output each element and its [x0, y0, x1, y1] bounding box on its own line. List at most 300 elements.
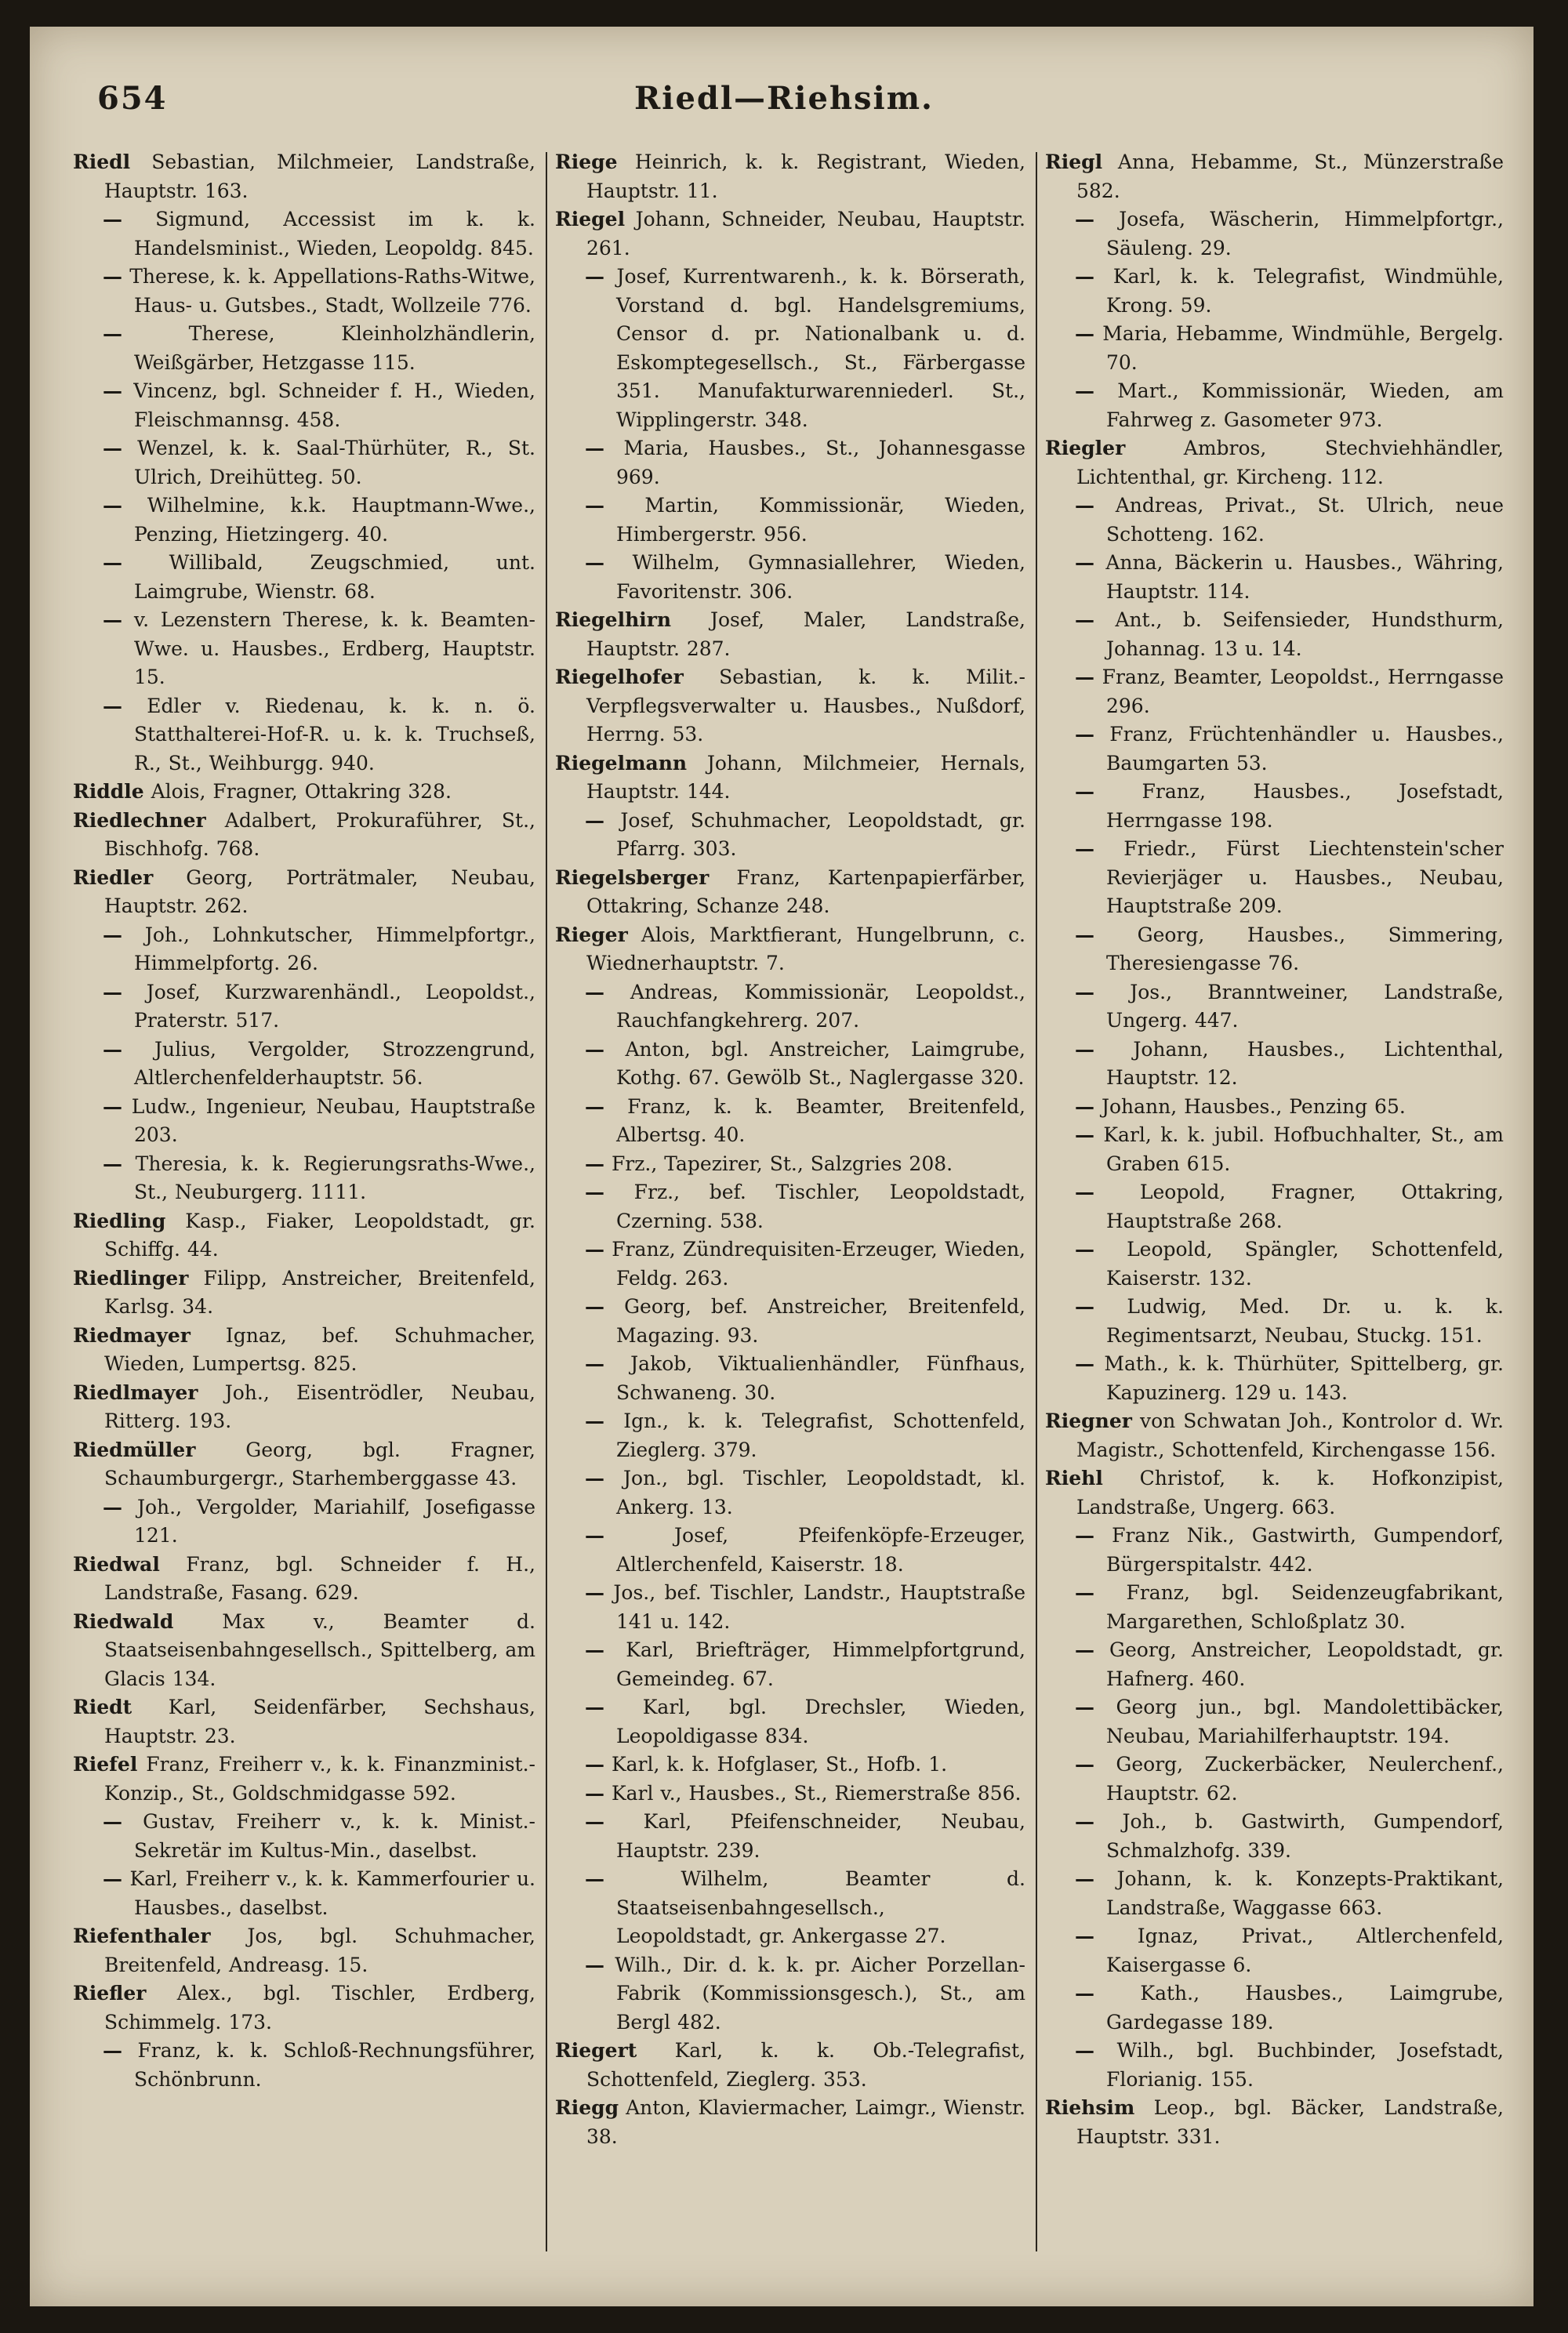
entry-head: —: [1075, 1810, 1094, 1833]
directory-entry: [555, 1808, 1025, 1865]
directory-entry: [1045, 978, 1504, 1036]
entry-head: Riedwald: [73, 1609, 174, 1633]
directory-entry: [73, 549, 535, 606]
directory-entry: [73, 1379, 535, 1436]
entry-head: —: [1075, 1867, 1094, 1890]
directory-entry: [1045, 835, 1504, 921]
entry-head: Riedmüller: [73, 1438, 196, 1461]
entry-text: Josef, Kurzwarenhändl., Leopoldst., Praterstr. 517.: [122, 980, 535, 1032]
entry-head: —: [585, 1696, 604, 1718]
entry-head: Riegelsberger: [555, 865, 710, 889]
entry-head: Riedt: [73, 1696, 132, 1718]
entry-text: Wenzel, k. k. Saal-Thürhüter, R., St. Ulrich, Dreihütteg. 50.: [122, 437, 535, 488]
entry-head: Riedling: [73, 1209, 166, 1232]
entry-text: Josef, Schuhmacher, Leopoldstadt, gr. Pfarrg. 303.: [604, 808, 1025, 860]
directory-entry: [73, 778, 535, 807]
entry-text: Adalbert, Prokuraführer, St., Bischhofg. 768.: [104, 808, 535, 860]
directory-entry: [73, 1207, 535, 1264]
entry-head: —: [1075, 723, 1094, 746]
entry-text: Karl, k. k. Telegrafist, Windmühle, Krong. 59.: [1094, 265, 1504, 317]
directory-entry: [73, 978, 535, 1036]
directory-columns: [30, 148, 1534, 2259]
entry-text: Sebastian, Milchmeier, Landstraße, Hauptstr. 163.: [104, 151, 535, 202]
entry-head: Riegelhofer: [555, 666, 684, 688]
entry-text: Ambros, Stechviehhändler, Lichtenthal, gr. Kircheng. 112.: [1076, 437, 1504, 488]
entry-head: —: [585, 1953, 604, 1976]
entry-text: Franz, Zündrequisiten-Erzeuger, Wieden, Feldg. 263.: [604, 1238, 1025, 1290]
entry-text: Math., k. k. Thürhüter, Spittelberg, gr. Kapuzinerg. 129 u. 143.: [1094, 1352, 1504, 1404]
entry-head: —: [1075, 1094, 1094, 1118]
directory-entry: [73, 692, 535, 778]
entry-text: Franz, bgl. Seidenzeugfabrikant, Margarethen, Schloßplatz 30.: [1094, 1581, 1504, 1633]
directory-entry: [1045, 1636, 1504, 1693]
entry-text: Filipp, Anstreicher, Breitenfeld, Karlsg. 34.: [104, 1266, 535, 1318]
entry-text: Maria, Hebamme, Windmühle, Bergelg. 70.: [1094, 322, 1504, 374]
entry-text: Franz, bgl. Schneider f. H., Landstraße, Fasang. 629.: [104, 1552, 535, 1604]
directory-entry: [1045, 1693, 1504, 1751]
directory-entry: [555, 205, 1025, 263]
directory-entry: [1045, 434, 1504, 492]
entry-head: —: [585, 1238, 604, 1261]
entry-text: Ludwig, Med. Dr. u. k. k. Regimentsarzt, Neubau, Stuckg. 151.: [1094, 1295, 1504, 1347]
directory-entry: [73, 1322, 535, 1379]
entry-text: Anton, bgl. Anstreicher, Laimgrube, Kothg. 67. Gewölb St., Naglergasse 320.: [604, 1037, 1025, 1089]
directory-entry: [1045, 1808, 1504, 1865]
directory-entry: [73, 921, 535, 978]
directory-entry: [1045, 492, 1504, 549]
entry-text: Martin, Kommissionär, Wieden, Himbergerstr. 956.: [604, 494, 1025, 546]
entry-head: —: [1075, 1982, 1094, 2005]
directory-entry: [1045, 606, 1504, 663]
directory-entry: [73, 1436, 535, 1493]
entry-head: —: [103, 379, 122, 402]
directory-entry: [73, 1751, 535, 1808]
entry-text: Anna, Bäckerin u. Hausbes., Währing, Hauptstr. 114.: [1094, 551, 1504, 603]
entry-head: —: [585, 1581, 604, 1604]
directory-entry: [1045, 778, 1504, 835]
entry-text: Karl, k. k. Hofglaser, St., Hofb. 1.: [604, 1753, 948, 1776]
entry-text: Joh., Vergolder, Mariahilf, Josefigasse 121.: [122, 1495, 535, 1547]
directory-entry: [1045, 1922, 1504, 1979]
entry-text: Georg, Porträtmaler, Neubau, Hauptstr. 262.: [104, 865, 535, 917]
entry-text: Georg, bef. Anstreicher, Breitenfeld, Magazing. 93.: [604, 1295, 1025, 1347]
entry-head: —: [1075, 837, 1094, 860]
entry-text: Kath., Hausbes., Laimgrube, Gardegasse 189.: [1094, 1982, 1504, 2034]
directory-entry: [1045, 1522, 1504, 1579]
entry-text: Gustav, Freiherr v., k. k. Minist.-Sekretär im Kultus-Min., daselbst.: [122, 1810, 535, 1862]
entry-head: —: [585, 1781, 604, 1805]
entry-head: —: [585, 1753, 604, 1776]
entry-head: —: [1075, 1638, 1094, 1661]
entry-text: Mart., Kommissionär, Wieden, am Fahrweg z. Gasometer 973.: [1094, 379, 1504, 431]
entry-text: Christof, k. k. Hofkonzipist, Landstraße, Ungerg. 663.: [1076, 1467, 1504, 1518]
entry-text: Vincenz, bgl. Schneider f. H., Wieden, Fleischmannsg. 458.: [122, 379, 535, 431]
entry-text: Therese, Kleinholzhändlerin, Weißgärber, Hetzgasse 115.: [122, 322, 535, 374]
directory-entry: [73, 1264, 535, 1322]
directory-entry: [555, 1178, 1025, 1235]
entry-text: Josef, Kurrentwarenh., k. k. Börserath, Vorstand d. bgl. Handelsgremiums, Censor d. pr. Nationalbank u. d. Eskomptegesellsch., St., Färbergasse 351. Manufakturwarenniederl. St., Wipplingerstr. 348.: [604, 265, 1025, 431]
entry-text: Andreas, Privat., St. Ulrich, neue Schotteng. 162.: [1094, 494, 1504, 546]
column-1: [73, 148, 535, 2259]
directory-entry: [1045, 1751, 1504, 1808]
directory-page: [30, 27, 1534, 2306]
entry-text: Joh., Eisentrödler, Neubau, Ritterg. 193.: [104, 1381, 535, 1432]
directory-entry: [73, 807, 535, 864]
entry-head: —: [585, 1524, 604, 1547]
directory-entry: [1045, 1121, 1504, 1178]
directory-entry: [73, 263, 535, 320]
entry-text: Kasp., Fiaker, Leopoldstadt, gr. Schiffg. 44.: [104, 1209, 535, 1261]
directory-entry: [1045, 663, 1504, 720]
entry-head: Riedlmayer: [73, 1381, 198, 1404]
entry-text: Sigmund, Accessist im k. k. Handelsminist., Wieden, Leopoldg. 845.: [122, 208, 535, 259]
directory-entry: [1045, 1865, 1504, 1922]
directory-entry: [73, 1551, 535, 1608]
entry-head: Rieger: [555, 923, 628, 946]
entry-text: v. Lezenstern Therese, k. k. Beamten-Wwe. u. Hausbes., Erdberg, Hauptstr. 15.: [122, 608, 535, 688]
entry-head: —: [103, 1152, 122, 1175]
entry-text: Alois, Marktfierant, Hungelbrunn, c. Wiednerhauptstr. 7.: [586, 923, 1025, 974]
directory-entry: [555, 1036, 1025, 1093]
directory-entry: [1045, 2094, 1504, 2151]
entry-head: Riehl: [1045, 1467, 1103, 1489]
entry-head: —: [585, 437, 604, 459]
entry-text: Georg jun., bgl. Mandolettibäcker, Neubau, Mariahilferhauptstr. 194.: [1094, 1696, 1504, 1747]
entry-head: —: [1075, 1037, 1094, 1061]
entry-text: Theresia, k. k. Regierungsraths-Wwe., St., Neuburgerg. 1111.: [122, 1152, 535, 1203]
entry-text: Ign., k. k. Telegrafist, Schottenfeld, Zieglerg. 379.: [604, 1410, 1025, 1461]
entry-text: Edler v. Riedenau, k. k. n. ö. Statthalterei-Hof-R. u. k. k. Truchseß, R., St., Weihburgg. 940.: [122, 694, 535, 775]
directory-entry: [1045, 1293, 1504, 1350]
entry-text: Franz, Freiherr v., k. k. Finanzminist.-Konzip., St., Goldschmidgasse 592.: [104, 1753, 535, 1805]
directory-entry: [73, 1150, 535, 1207]
entry-text: Wilhelmine, k.k. Hauptmann-Wwe., Penzing, Hietzingerg. 40.: [122, 494, 535, 546]
entry-head: —: [103, 437, 122, 459]
directory-entry: [555, 1951, 1025, 2037]
entry-head: —: [1075, 265, 1094, 288]
running-head: Riedl—Riehsim.: [634, 80, 934, 117]
entry-text: Josef, Maler, Landstraße, Hauptstr. 287.: [586, 608, 1025, 660]
entry-head: —: [585, 494, 604, 517]
entry-text: Josefa, Wäscherin, Himmelpfortgr., Säuleng. 29.: [1094, 208, 1504, 259]
entry-text: Frz., bef. Tischler, Leopoldstadt, Czerning. 538.: [604, 1181, 1025, 1232]
entry-text: Andreas, Kommissionär, Leopoldst., Rauchfangkehrerg. 207.: [604, 980, 1025, 1032]
directory-entry: [73, 1093, 535, 1150]
entry-text: Johann, Hausbes., Penzing 65.: [1094, 1094, 1406, 1118]
entry-head: —: [103, 208, 122, 230]
entry-head: —: [1075, 1295, 1094, 1318]
directory-entry: [73, 1608, 535, 1694]
entry-text: Jos., bef. Tischler, Landstr., Hauptstraße 141 u. 142.: [604, 1581, 1025, 1633]
directory-entry: [1045, 1979, 1504, 2037]
entry-head: —: [585, 1094, 604, 1118]
entry-text: Joh., b. Gastwirth, Gumpendorf, Schmalzhofg. 339.: [1094, 1810, 1504, 1862]
entry-head: —: [585, 1152, 604, 1175]
entry-text: Johann, k. k. Konzepts-Praktikant, Landstraße, Waggasse 663.: [1094, 1867, 1504, 1919]
entry-text: von Schwatan Joh., Kontrolor d. Wr. Magistr., Schottenfeld, Kirchengasse 156.: [1076, 1410, 1504, 1461]
directory-entry: [555, 1636, 1025, 1693]
directory-entry: [555, 1464, 1025, 1522]
entry-head: —: [1075, 322, 1094, 345]
entry-head: —: [1075, 1123, 1094, 1146]
entry-head: —: [1075, 1581, 1094, 1604]
entry-head: —: [585, 808, 604, 832]
entry-head: —: [1075, 551, 1094, 574]
entry-head: Riegert: [555, 2039, 637, 2062]
entry-head: Riegler: [1045, 437, 1126, 459]
entry-head: —: [1075, 666, 1094, 688]
entry-head: —: [585, 980, 604, 1003]
entry-head: Riefel: [73, 1753, 138, 1776]
entry-text: Leopold, Spängler, Schottenfeld, Kaiserstr. 132.: [1094, 1238, 1504, 1290]
entry-text: Jakob, Viktualienhändler, Fünfhaus, Schwaneng. 30.: [604, 1352, 1025, 1404]
directory-entry: [555, 1751, 1025, 1780]
directory-entry: [73, 1036, 535, 1093]
entry-text: Franz, k. k. Beamter, Breitenfeld, Albertsg. 40.: [604, 1094, 1025, 1146]
directory-entry: [555, 434, 1025, 492]
entry-head: —: [103, 980, 122, 1003]
directory-entry: [555, 1865, 1025, 1951]
entry-head: —: [585, 1352, 604, 1375]
directory-entry: [73, 1808, 535, 1865]
directory-entry: [1045, 1093, 1504, 1122]
entry-text: Therese, k. k. Appellations-Raths-Witwe, Haus- u. Gutsbes., Stadt, Wollzeile 776.: [122, 265, 535, 317]
entry-head: —: [1075, 980, 1094, 1003]
entry-text: Heinrich, k. k. Registrant, Wieden, Hauptstr. 11.: [586, 151, 1025, 202]
entry-text: Alois, Fragner, Ottakring 328.: [143, 780, 452, 803]
directory-entry: [555, 1150, 1025, 1179]
entry-head: —: [103, 608, 122, 631]
directory-entry: [73, 1693, 535, 1751]
directory-entry: [555, 2037, 1025, 2094]
entry-head: —: [585, 1410, 604, 1432]
column-3: [1045, 148, 1504, 2259]
directory-entry: [1045, 1178, 1504, 1235]
directory-entry: [73, 1493, 535, 1551]
entry-text: Karl, k. k. jubil. Hofbuchhalter, St., am Graben 615.: [1094, 1123, 1504, 1175]
directory-entry: [1045, 205, 1504, 263]
entry-head: —: [1075, 494, 1094, 517]
entry-text: Johann, Hausbes., Lichtenthal, Hauptstr. 12.: [1094, 1037, 1504, 1089]
entry-text: Frz., Tapezirer, St., Salzgries 208.: [604, 1152, 953, 1175]
directory-entry: [555, 606, 1025, 663]
entry-head: Riddle: [73, 780, 144, 803]
page-number: 654: [97, 80, 168, 117]
entry-head: Riegl: [1045, 151, 1103, 173]
directory-entry: [555, 492, 1025, 549]
entry-head: Riegner: [1045, 1410, 1132, 1432]
directory-entry: [555, 1293, 1025, 1350]
directory-entry: [555, 1407, 1025, 1464]
entry-text: Alex., bgl. Tischler, Erdberg, Schimmelg. 173.: [104, 1982, 535, 2034]
directory-entry: [1045, 1235, 1504, 1293]
entry-text: Georg, Hausbes., Simmering, Theresiengasse 76.: [1094, 923, 1504, 974]
entry-head: —: [103, 1867, 122, 1890]
entry-head: —: [103, 494, 122, 517]
directory-entry: [73, 2037, 535, 2094]
entry-text: Wilhelm, Beamter d. Staatseisenbahngesellsch., Leopoldstadt, gr. Ankergasse 27.: [604, 1867, 1025, 1947]
entry-text: Georg, Anstreicher, Leopoldstadt, gr. Hafnerg. 460.: [1094, 1638, 1504, 1690]
entry-head: Riegelhirn: [555, 608, 672, 631]
entry-head: —: [1075, 1181, 1094, 1203]
entry-text: Ignaz, Privat., Altlerchenfeld, Kaisergasse 6.: [1094, 1925, 1504, 1976]
entry-text: Franz, Hausbes., Josefstadt, Herrngasse 198.: [1094, 780, 1504, 832]
entry-text: Karl, bgl. Drechsler, Wieden, Leopoldigasse 834.: [604, 1696, 1025, 1747]
directory-entry: [73, 492, 535, 549]
entry-head: —: [103, 551, 122, 574]
entry-head: —: [103, 1495, 122, 1518]
entry-head: Riegelmann: [555, 751, 688, 775]
entry-text: Johann, Milchmeier, Hernals, Hauptstr. 144.: [586, 751, 1025, 803]
entry-head: —: [1075, 1696, 1094, 1718]
directory-entry: [555, 148, 1025, 205]
entry-head: —: [585, 1181, 604, 1203]
entry-head: Riegel: [555, 208, 626, 230]
entry-text: Willibald, Zeugschmied, unt. Laimgrube, Wienstr. 68.: [122, 551, 535, 603]
entry-head: —: [103, 2039, 122, 2062]
entry-text: Johann, Schneider, Neubau, Hauptstr. 261.: [586, 208, 1025, 259]
entry-head: Riefler: [73, 1982, 147, 2005]
directory-entry: [555, 1579, 1025, 1636]
entry-head: Riedl: [73, 151, 131, 173]
entry-text: Anna, Hebamme, St., Münzerstraße 582.: [1076, 151, 1504, 202]
directory-entry: [73, 864, 535, 921]
entry-text: Max v., Beamter d. Staatseisenbahngesellsch., Spittelberg, am Glacis 134.: [104, 1609, 535, 1690]
entry-head: Riehsim: [1045, 2096, 1135, 2119]
entry-text: Ignaz, bef. Schuhmacher, Wieden, Lumpertsg. 825.: [104, 1323, 535, 1375]
entry-text: Georg, bgl. Fragner, Schaumburgergr., Starhemberggasse 43.: [104, 1438, 535, 1489]
entry-text: Jos., Branntweiner, Landstraße, Ungerg. 447.: [1094, 980, 1504, 1032]
entry-text: Franz Nik., Gastwirth, Gumpendorf, Bürgerspitalstr. 442.: [1094, 1524, 1504, 1576]
entry-head: —: [585, 265, 604, 288]
entry-text: Jos, bgl. Schuhmacher, Breitenfeld, Andreasg. 15.: [104, 1925, 535, 1976]
entry-text: Josef, Pfeifenköpfe-Erzeuger, Altlerchenfeld, Kaiserstr. 18.: [604, 1524, 1025, 1576]
entry-text: Sebastian, k. k. Milit.-Verpflegsverwalter u. Hausbes., Nußdorf, Herrng. 53.: [586, 666, 1025, 746]
directory-entry: [555, 1093, 1025, 1150]
directory-entry: [555, 549, 1025, 606]
entry-head: —: [585, 1638, 604, 1661]
entry-text: Julius, Vergolder, Strozzengrund, Altlerchenfelderhauptstr. 56.: [122, 1037, 535, 1089]
directory-entry: [555, 749, 1025, 807]
entry-text: Wilhelm, Gymnasiallehrer, Wieden, Favoritenstr. 306.: [604, 551, 1025, 603]
directory-entry: [555, 1350, 1025, 1407]
directory-entry: [73, 320, 535, 377]
directory-entry: [73, 434, 535, 492]
entry-head: —: [1075, 208, 1094, 230]
directory-entry: [555, 663, 1025, 749]
entry-head: —: [1075, 1524, 1094, 1547]
directory-entry: [73, 148, 535, 205]
directory-entry: [1045, 263, 1504, 320]
directory-entry: [1045, 921, 1504, 978]
directory-entry: [1045, 148, 1504, 205]
entry-text: Joh., Lohnkutscher, Himmelpfortgr., Himmelpfortg. 26.: [122, 923, 535, 974]
directory-entry: [1045, 377, 1504, 434]
entry-head: —: [1075, 923, 1094, 946]
directory-entry: [555, 1522, 1025, 1579]
entry-text: Ludw., Ingenieur, Neubau, Hauptstraße 203.: [122, 1094, 535, 1146]
directory-entry: [555, 1693, 1025, 1751]
directory-entry: [73, 606, 535, 692]
entry-head: —: [1075, 1925, 1094, 1947]
entry-head: Riedmayer: [73, 1323, 191, 1347]
directory-entry: [555, 1780, 1025, 1809]
entry-head: Riefenthaler: [73, 1925, 211, 1947]
entry-head: —: [1075, 780, 1094, 803]
entry-head: —: [1075, 379, 1094, 402]
entry-head: —: [585, 551, 604, 574]
entry-text: Karl, Pfeifenschneider, Neubau, Hauptstr. 239.: [604, 1810, 1025, 1862]
directory-entry: [1045, 320, 1504, 377]
directory-entry: [555, 807, 1025, 864]
page-header: [97, 80, 1471, 129]
entry-text: Jon., bgl. Tischler, Leopoldstadt, kl. Ankerg. 13.: [604, 1467, 1025, 1518]
directory-entry: [555, 921, 1025, 978]
entry-head: —: [585, 1867, 604, 1890]
entry-text: Karl, Seidenfärber, Sechshaus, Hauptstr. 23.: [104, 1696, 535, 1747]
entry-head: —: [585, 1810, 604, 1833]
entry-text: Maria, Hausbes., St., Johannesgasse 969.: [604, 437, 1025, 488]
entry-head: —: [585, 1467, 604, 1489]
column-2: [555, 148, 1025, 2259]
entry-text: Wilh., bgl. Buchbinder, Josefstadt, Florianig. 155.: [1094, 2039, 1504, 2091]
entry-head: —: [103, 923, 122, 946]
entry-head: Riegg: [555, 2096, 619, 2119]
entry-text: Friedr., Fürst Liechtenstein'scher Revierjäger u. Hausbes., Neubau, Hauptstraße 209.: [1094, 837, 1504, 917]
directory-entry: [1045, 1350, 1504, 1407]
entry-head: —: [1075, 608, 1094, 631]
entry-head: Riedwal: [73, 1552, 160, 1576]
entry-text: Wilh., Dir. d. k. k. pr. Aicher Porzellan-Fabrik (Kommissionsgesch.), St., am Bergl 482.: [604, 1953, 1025, 2034]
directory-entry: [1045, 1579, 1504, 1636]
entry-text: Anton, Klaviermacher, Laimgr., Wienstr. 38.: [586, 2096, 1025, 2148]
directory-entry: [555, 864, 1025, 921]
entry-head: —: [1075, 1753, 1094, 1776]
entry-head: —: [585, 1037, 604, 1061]
entry-head: —: [1075, 1352, 1094, 1375]
entry-text: Franz, k. k. Schloß-Rechnungsführer, Schönbrunn.: [122, 2039, 535, 2091]
entry-head: —: [585, 1295, 604, 1318]
entry-head: Riedlechner: [73, 808, 206, 832]
entry-text: Franz, Beamter, Leopoldst., Herrngasse 296.: [1094, 666, 1504, 717]
entry-text: Leop., bgl. Bäcker, Landstraße, Hauptstr. 331.: [1076, 2096, 1504, 2148]
entry-head: Riedler: [73, 865, 154, 889]
directory-entry: [1045, 720, 1504, 778]
directory-entry: [555, 263, 1025, 434]
directory-entry: [73, 1865, 535, 1922]
entry-text: Leopold, Fragner, Ottakring, Hauptstraße 268.: [1094, 1181, 1504, 1232]
entry-head: Riege: [555, 151, 618, 173]
entry-text: Karl, Freiherr v., k. k. Kammerfourier u. Hausbes., daselbst.: [122, 1867, 535, 1919]
directory-entry: [555, 1235, 1025, 1293]
entry-text: Karl, k. k. Ob.-Telegrafist, Schottenfeld, Zieglerg. 353.: [586, 2039, 1025, 2091]
entry-head: —: [103, 1810, 122, 1833]
entry-text: Georg, Zuckerbäcker, Neulerchenf., Hauptstr. 62.: [1094, 1753, 1504, 1805]
directory-entry: [555, 2094, 1025, 2151]
entry-head: —: [103, 1037, 122, 1061]
entry-head: —: [103, 322, 122, 345]
directory-entry: [1045, 549, 1504, 606]
entry-text: Franz, Kartenpapierfärber, Ottakring, Schanze 248.: [586, 865, 1025, 917]
directory-entry: [73, 205, 535, 263]
entry-text: Karl, Briefträger, Himmelpfortgrund, Gemeindeg. 67.: [604, 1638, 1025, 1690]
entry-head: Riedlinger: [73, 1266, 189, 1290]
directory-entry: [73, 1979, 535, 2037]
entry-head: —: [103, 694, 122, 717]
entry-head: —: [1075, 1238, 1094, 1261]
entry-head: —: [103, 265, 122, 288]
directory-entry: [1045, 1464, 1504, 1522]
